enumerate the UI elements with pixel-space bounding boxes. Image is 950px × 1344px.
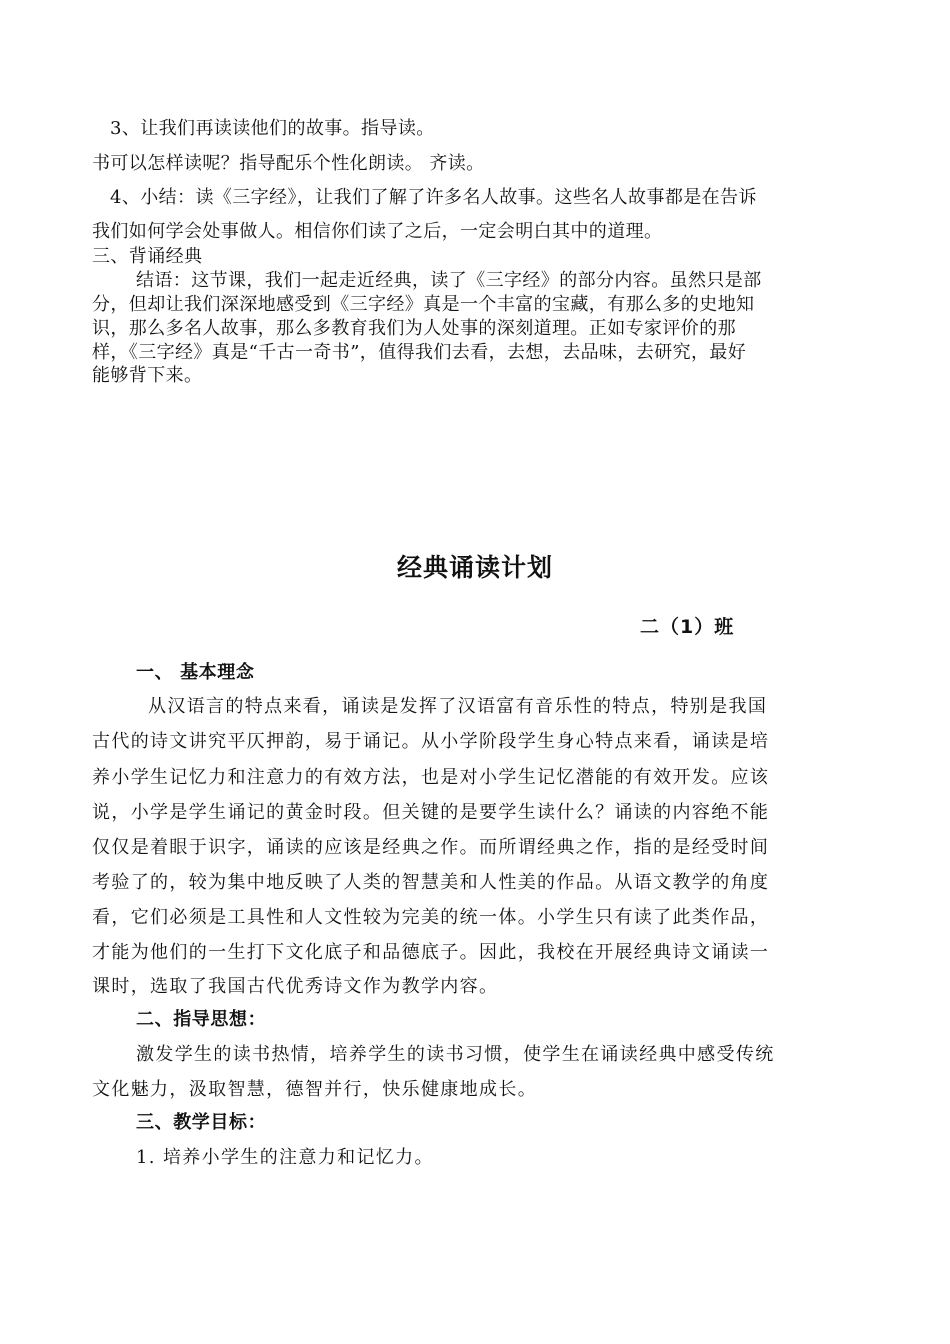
concept-line-8: 才能为他们的一生打下文化底子和品德底子。因此，我校在开展经典诗文诵读一 [92,942,770,963]
paragraph-step-3: 3、让我们再读读他们的故事。指导读。 [110,118,435,139]
conclusion-line-3: 识，那么多名人故事，那么多教育我们为人处事的深刻道理。正如专家评价的那 [92,318,736,339]
section-heading-guiding-thought: 二、指导思想： [136,1009,267,1030]
paragraph-step-4-line-2: 我们如何学会处事做人。相信你们读了之后，一定会明白其中的道理。 [92,221,663,242]
teaching-goal-item-1: 1. 培养小学生的注意力和记忆力。 [136,1147,434,1168]
concept-line-5: 仅仅是着眼于识字，诵读的应该是经典之作。而所谓经典之作，指的是经受时间 [92,837,770,858]
section-heading-basic-concept: 一、 基本理念 [136,662,255,683]
paragraph-step-3-continued: 书可以怎样读呢？指导配乐个性化朗读。 齐读。 [92,153,485,174]
concept-line-2: 古代的诗文讲究平仄押韵，易于诵记。从小学阶段学生身心特点来看，诵读是培 [92,731,770,752]
section-heading-teaching-goals: 三、教学目标： [136,1112,267,1133]
conclusion-line-2: 分，但却让我们深深地感受到《三字经》真是一个丰富的宝藏，有那么多的史地知 [92,294,755,315]
concept-line-1: 从汉语言的特点来看，诵读是发挥了汉语富有音乐性的特点，特别是我国 [148,696,768,717]
concept-line-4: 说，小学是学生诵记的黄金时段。但关键的是要学生读什么？诵读的内容绝不能 [92,802,770,823]
conclusion-line-4: 样，《三字经》真是“千古一奇书”，值得我们去看，去想，去品味，去研究，最好 [92,342,747,363]
paragraph-step-4-line-1: 4、小结：读《三字经》，让我们了解了许多名人故事。这些名人故事都是在告诉 [110,187,757,208]
conclusion-line-1: 结语：这节课，我们一起走近经典，读了《三字经》的部分内容。虽然只是部 [136,270,762,291]
guiding-line-2: 文化魅力，汲取智慧，德智并行，快乐健康地成长。 [92,1079,538,1100]
concept-line-6: 考验了的，较为集中地反映了人类的智慧美和人性美的作品。从语文教学的角度 [92,872,770,893]
section-heading-recite: 三、背诵经典 [92,246,203,267]
conclusion-line-5: 能够背下来。 [92,365,203,386]
class-label: 二（1）班 [640,616,735,638]
concept-line-3: 养小学生记忆力和注意力的有效方法，也是对小学生记忆潜能的有效开发。应该 [92,767,770,788]
concept-line-7: 看，它们必须是工具性和人文性较为完美的统一体。小学生只有读了此类作品， [92,907,770,928]
guiding-line-1: 激发学生的读书热情，培养学生的读书习惯，使学生在诵读经典中感受传统 [136,1044,775,1065]
plan-title: 经典诵读计划 [396,553,553,582]
concept-line-9: 课时，选取了我国古代优秀诗文作为教学内容。 [92,976,499,997]
